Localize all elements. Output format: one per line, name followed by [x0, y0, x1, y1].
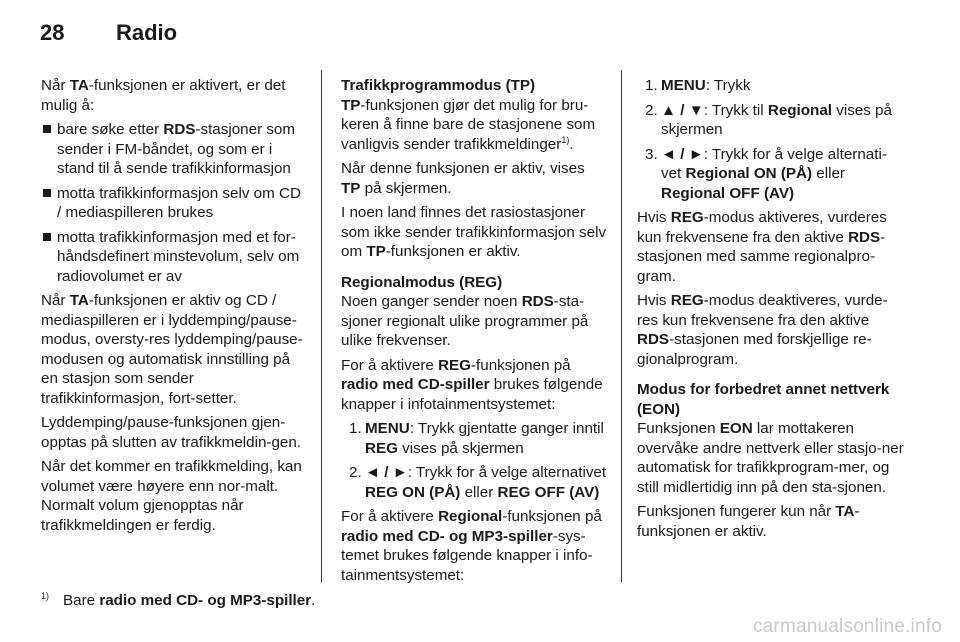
footnote-mark: 1): [41, 591, 50, 601]
paragraph: Lyddemping/pause-funksjonen gjen-opptas på slutten av trafikkmeldin-gen.: [41, 414, 302, 451]
list-item: 1. MENU: Trykk gjentatte ganger inntil REG vises på skjermen: [349, 420, 604, 457]
list-item: 2. ◄ / ►: Trykk for å velge alternativet REG ON (PÅ) eller REG OFF (AV): [349, 464, 607, 501]
watermark: carmanualsonline.info: [752, 616, 942, 637]
list-item: 3. ◄ / ►: Trykk for å velge alternati-vet Regional ON (PÅ) eller Regional OFF (AV): [645, 145, 887, 202]
list-item: bare søke etter RDS-stasjoner som sender i FM-båndet, og som er i stand til å sende trafikkinformasjon: [41, 120, 306, 179]
list-item: 1. MENU: Trykk: [645, 77, 751, 94]
paragraph: Hvis REG-modus deaktiveres, vurde-res kun frekvensene fra den aktive RDS-stasjonen med forskjellige re-gionalprogram.: [637, 292, 888, 368]
paragraph: TP-funksjonen gjør det mulig for bru-keren å finne bare de stasjonene som vanligvis sender trafikkmeldinger$^{1)}$.: [341, 96, 596, 153]
paragraph: For å aktivere REG-funksjonen på radio med CD-spiller brukes følgende knapper i infotainmentsystemet:: [341, 356, 603, 413]
list-item: 2. ▲ / ▼: Trykk til Regional vises på skjermen: [645, 101, 892, 138]
page-header: [40, 20, 177, 50]
column-divider-2: [621, 70, 622, 582]
paragraph: I noen land finnes det rasiostasjoner som ikke sender trafikkinformasjon selv om TP-funksjonen er aktiv.: [341, 204, 607, 260]
bullet-square-icon: [43, 233, 51, 241]
step-list: [637, 76, 907, 203]
paragraph: Funksjonen EON lar mottakeren overvåke andre nettverk eller stasjo-ner automatisk for trafikkprogram-mer, og still midlertidig inn på den sta-sjonen.: [637, 420, 904, 496]
list-item: motta trafikkinformasjon med et for-håndsdefinert minstevolum, selv om radiovolumet er av: [41, 228, 306, 287]
paragraph: Når TA-funksjonen er aktivert, er det mulig å:: [41, 77, 286, 114]
section-heading-reg: Regionalmodus (REG): [341, 273, 503, 291]
paragraph: Når TA-funksjonen er aktiv og CD / mediaspilleren er i lyddemping/pause-modus, oversty-res lyddemping/pause-modusen og automatisk innstilling på en stasjon som sender trafikkinformasjon, fort-setter.: [41, 292, 303, 407]
bullet-square-icon: [43, 125, 51, 133]
section-heading-tp: Trafikkprogrammodus (TP): [341, 77, 536, 94]
page-number: 28: [40, 20, 65, 45]
step-list: [341, 419, 607, 502]
column-1: [41, 76, 306, 540]
paragraph: Når det kommer en trafikkmelding, kan volumet være høyere enn nor-malt. Normalt volum gjenopptas når trafikkmeldingen er ferdig.: [41, 458, 302, 534]
list-item: motta trafikkinformasjon selv om CD / mediaspilleren brukes: [41, 184, 306, 223]
bullet-list: [41, 120, 306, 286]
bullet-square-icon: [43, 189, 51, 197]
page-title: Radio: [116, 20, 178, 45]
paragraph: Hvis REG-modus aktiveres, vurderes kun frekvensene fra den aktive RDS-stasjonen med samme regionalpro-gram.: [637, 209, 887, 285]
footnote: $^{1)}$ Bare radio med CD- og MP3-spiller.: [41, 591, 316, 610]
column-divider-1: [321, 70, 322, 582]
column-2: [341, 76, 607, 590]
paragraph: For å aktivere Regional-funksjonen på radio med CD- og MP3-spiller-sys-temet brukes følgende knapper i info-tainmentsystemet:: [341, 508, 602, 584]
paragraph: Når denne funksjonen er aktiv, vises TP på skjermen.: [341, 160, 585, 197]
section-heading-eon: Modus for forbedret annet nettverk (EON): [637, 381, 890, 418]
column-3: [637, 76, 907, 546]
paragraph: Funksjonen fungerer kun når TA-funksjonen er aktiv.: [637, 503, 860, 540]
footnote-ref[interactable]: 1): [561, 134, 570, 145]
paragraph: Noen ganger sender noen RDS-sta-sjoner regionalt ulike programmer på ulike frekvenser.: [341, 293, 589, 349]
